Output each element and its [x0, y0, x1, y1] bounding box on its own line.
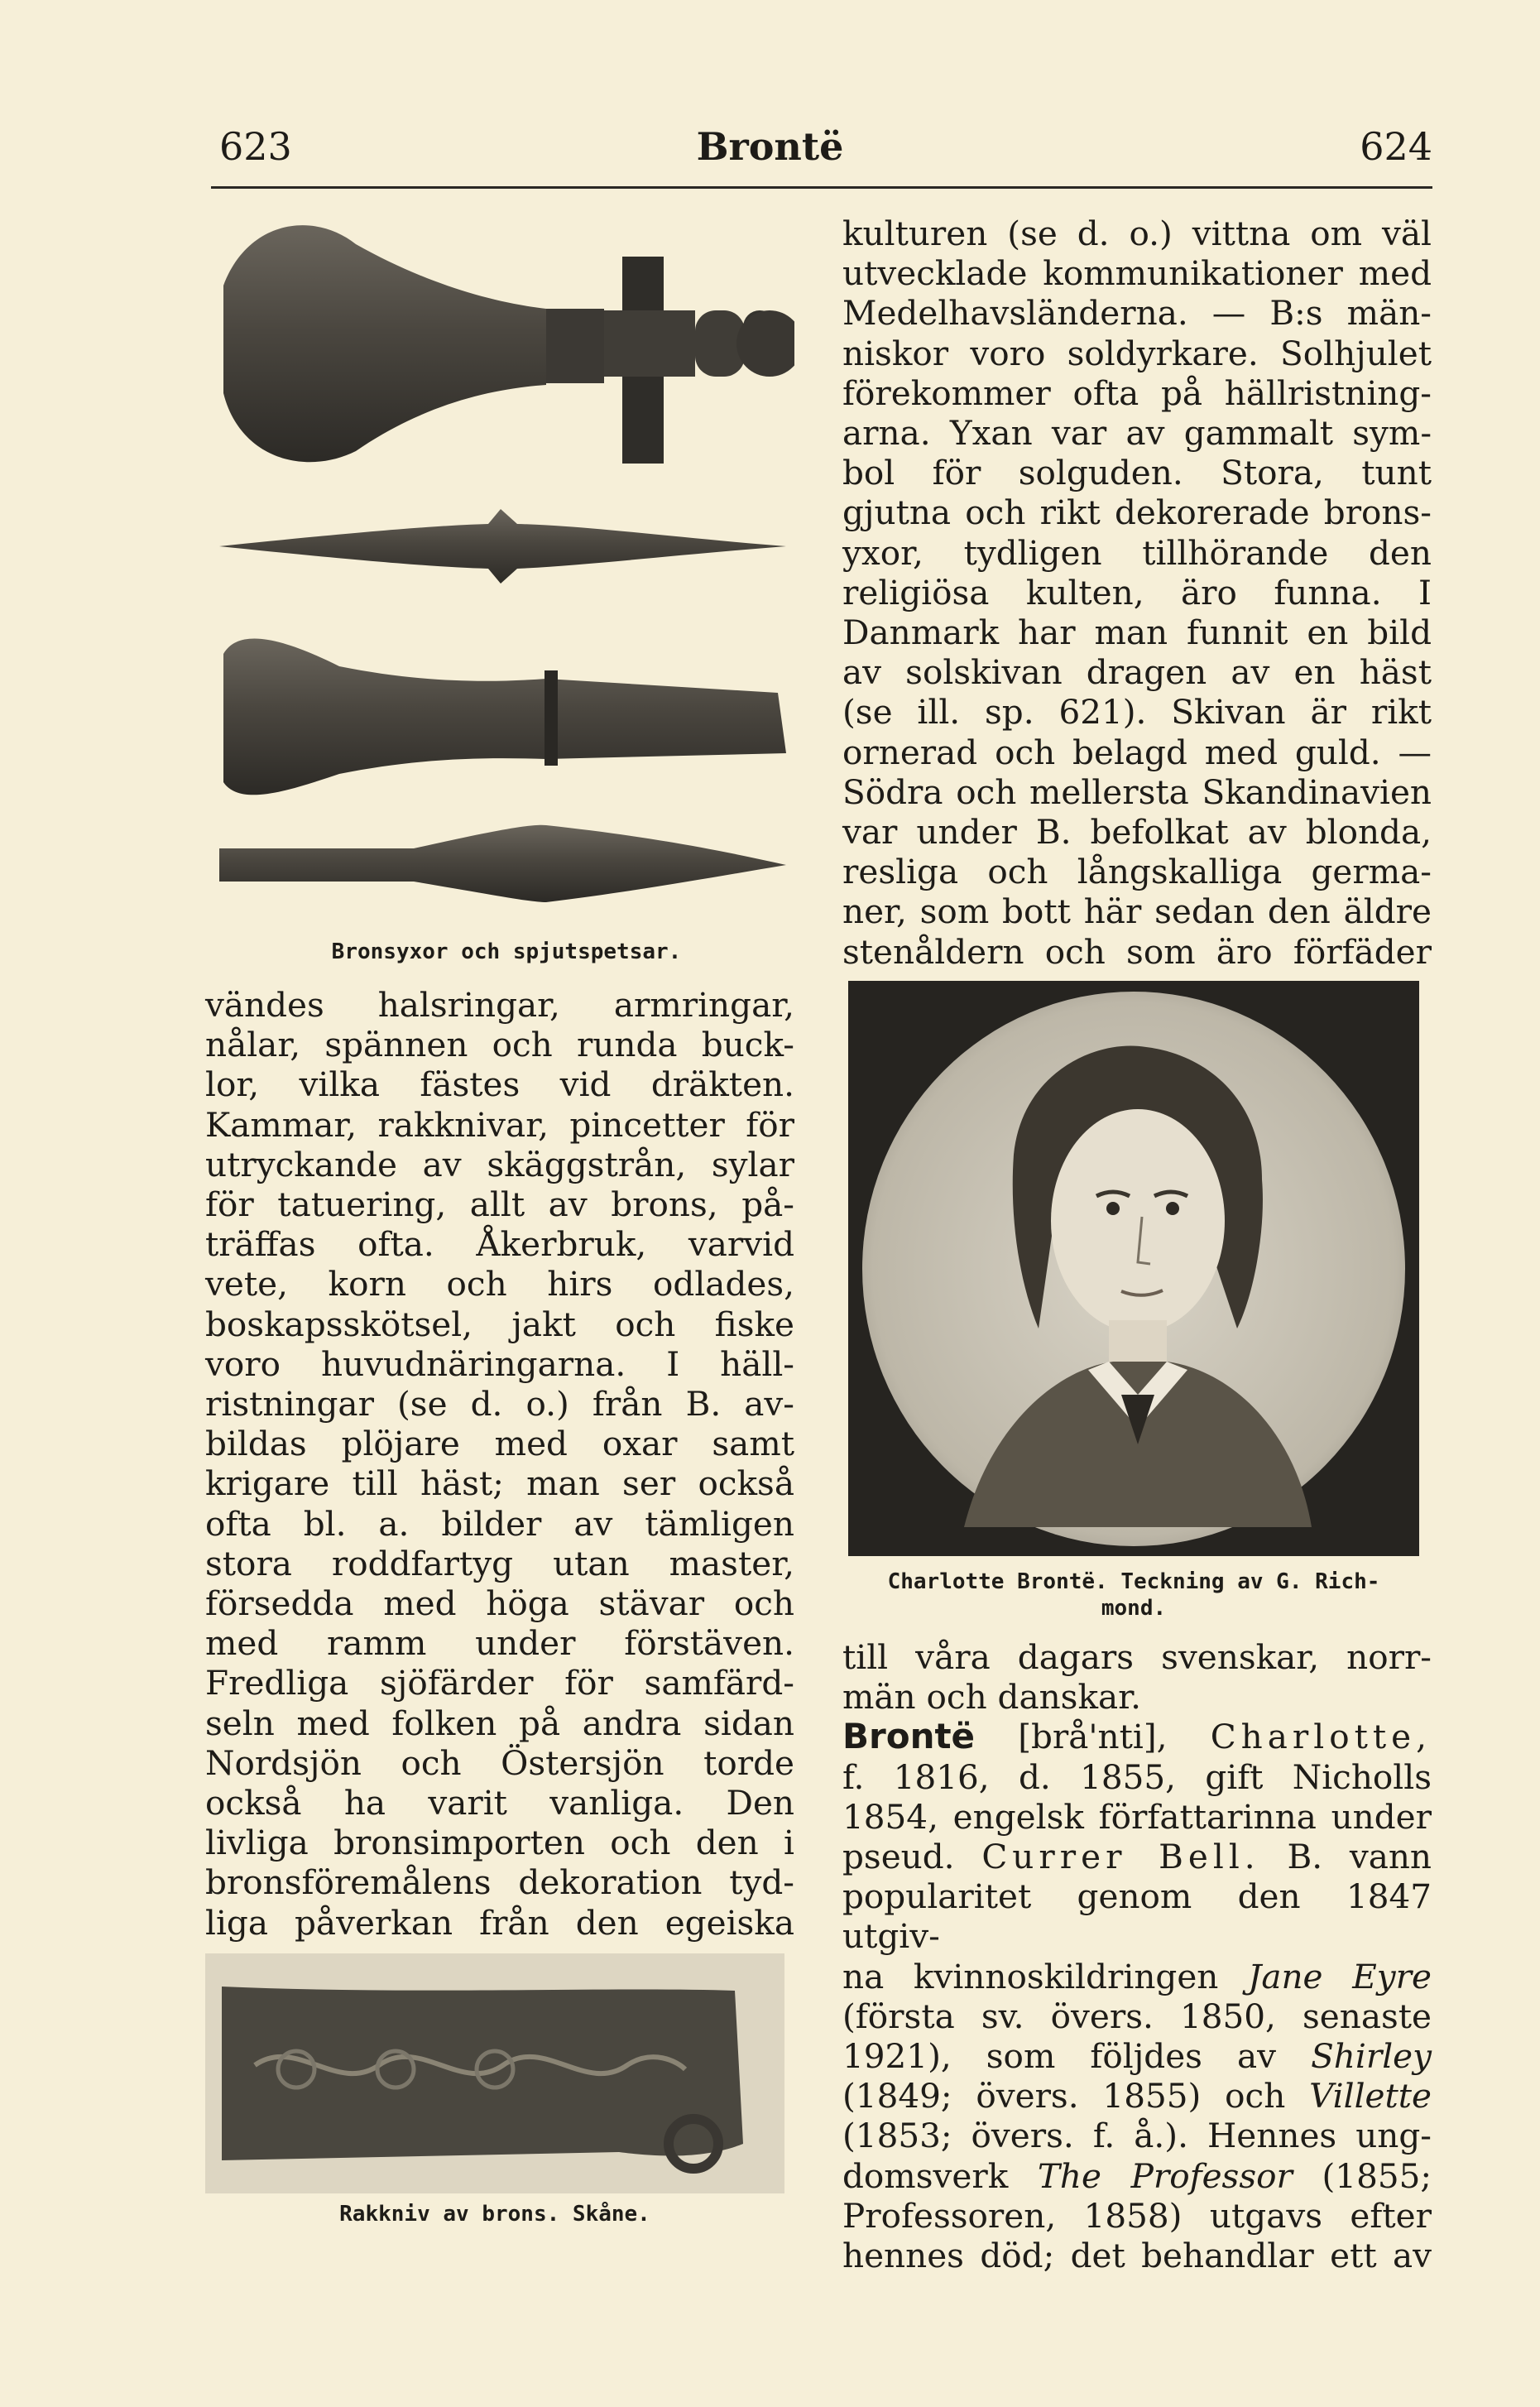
bronze-caption: Bronsyxor och spjutspetsar. — [331, 939, 682, 964]
text-line: bol för solguden. Stora, tunt — [842, 453, 1432, 493]
text-line: arna. Yxan var av gammalt sym- — [842, 413, 1432, 454]
text-line: kulturen (se d. o.) vittna om väl — [842, 214, 1432, 253]
portrait-caption-line: mond. — [1101, 1596, 1167, 1621]
text-line: Södra och mellersta Skandinavien — [842, 771, 1432, 812]
text-line: voro huvudnäringarna. I häll- — [205, 1343, 794, 1384]
text-line: bronsföremålens dekoration tyd- — [205, 1862, 794, 1903]
book-title: Shirley — [1311, 2036, 1432, 2077]
text-fragment: B. vann — [1287, 1837, 1432, 1877]
bronze-axes-illustration — [215, 211, 794, 931]
page-number-left: 623 — [219, 124, 292, 169]
text-line: resliga och långskalliga germa- — [842, 852, 1432, 892]
flanged-axe-icon — [223, 225, 794, 464]
text-fragment: 1921), som följdes av — [842, 2036, 1277, 2077]
text-line: också ha varit vanliga. Den — [205, 1783, 794, 1823]
text-line: (se ill. sp. 621). Skivan är rikt — [842, 692, 1432, 733]
text-line: popularitet genom den 1847 utgiv- — [842, 1876, 1432, 1957]
bronze-razor-illustration — [205, 1953, 784, 2193]
header-rule — [211, 186, 1432, 189]
text-fragment: na kvinnoskildringen — [842, 1956, 1219, 1996]
text-line: Nordsjön och Östersjön torde — [205, 1742, 794, 1783]
text-line: krigare till häst; man ser också — [205, 1463, 794, 1504]
text-line: seln med folken på andra sidan — [205, 1703, 794, 1743]
text-fragment: domsverk — [842, 2155, 1009, 2196]
socketed-axe-icon — [223, 638, 786, 795]
text-line: av solskivan dragen av en häst — [842, 652, 1432, 693]
text-line: lor, vilka fästes vid dräkten. — [205, 1064, 794, 1105]
text-line: Kammar, rakknivar, pincetter för — [205, 1104, 794, 1145]
text-line: (1853; övers. f. å.). Hennes ung- — [842, 2116, 1432, 2156]
text-line: utryckande av skäggstrån, sylar — [205, 1144, 794, 1184]
entry-name: Charlotte, — [1210, 1717, 1432, 1757]
text-line: ofta bl. a. bilder av tämligen — [205, 1503, 794, 1544]
spearhead-long-icon — [219, 825, 786, 902]
text-line — [842, 2076, 1432, 2116]
pseudonym: Currer Bell. — [981, 1837, 1260, 1877]
text-line: livliga bronsimporten och den i — [205, 1823, 794, 1863]
text-line: nålar, spännen och runda buck- — [205, 1025, 794, 1065]
text-line: var under B. befolkat av blonda, — [842, 812, 1432, 853]
text-line: liga påverkan från den egeiska — [205, 1902, 794, 1943]
portrait-illustration — [848, 981, 1419, 1556]
text-fragment: (1855; — [1322, 2155, 1432, 2196]
text-line: hennes död; det behandlar ett av — [842, 2236, 1432, 2276]
text-line: ristningar (se d. o.) från B. av- — [205, 1384, 794, 1425]
text-line: förekommer ofta på hällristning- — [842, 372, 1432, 413]
text-line: (första sv. övers. 1850, senaste — [842, 1996, 1432, 2036]
text-line: Medelhavsländerna. — B:s män- — [842, 293, 1432, 334]
text-line: Danmark har man funnit en bild — [842, 613, 1432, 653]
text-line: träffas ofta. Åkerbruk, varvid — [205, 1224, 794, 1265]
text-line — [842, 2156, 1432, 2196]
text-line: vändes halsringar, armringar, — [205, 985, 794, 1025]
spearhead-icon — [219, 509, 786, 584]
text-line: gjutna och rikt dekorerade brons- — [842, 492, 1432, 533]
left-column-text — [205, 985, 794, 1943]
page-number-right: 624 — [1360, 124, 1432, 169]
portrait-caption-line: Charlotte Brontë. Teckning av G. Rich- — [887, 1569, 1380, 1594]
running-title: Brontë — [696, 124, 844, 169]
right-column-top-text — [842, 214, 1432, 972]
text-line: vete, korn och hirs odlades, — [205, 1264, 794, 1304]
text-line: med ramm under förstäven. — [205, 1623, 794, 1664]
text-line: ner, som bott här sedan den äldre — [842, 891, 1432, 932]
text-line: ornerad och belagd med guld. — — [842, 732, 1432, 772]
text-line: 1854, engelsk författarinna under — [842, 1796, 1432, 1837]
book-title: Jane Eyre — [1248, 1956, 1432, 1996]
text-line: stenåldern och som äro förfäder — [842, 931, 1432, 972]
text-line: Professoren, 1858) utgavs efter — [842, 2195, 1432, 2236]
text-line: stora roddfartyg utan master, — [205, 1543, 794, 1583]
text-line — [842, 1957, 1432, 1996]
text-line: män och danskar. — [842, 1677, 1141, 1718]
text-line: för tatuering, allt av brons, på- — [205, 1184, 794, 1225]
text-line: religiösa kulten, äro funna. I — [842, 572, 1432, 613]
text-line: försedda med höga stävar och — [205, 1583, 794, 1624]
text-line: till våra dagars svenskar, norr- — [842, 1637, 1432, 1677]
text-fragment: pseud. — [842, 1837, 955, 1877]
portrait-caption — [836, 1569, 1432, 1621]
razor-caption: Rakkniv av brons. Skåne. — [339, 2202, 650, 2227]
text-line: utvecklade kommunikationer med — [842, 253, 1432, 294]
text-line: bildas plöjare med oxar samt — [205, 1424, 794, 1464]
text-line — [842, 2036, 1432, 2076]
text-line: niskor voro soldyrkare. Solhjulet — [842, 333, 1432, 373]
book-title: The Professor — [1037, 2155, 1293, 2196]
text-line — [842, 1837, 1432, 1876]
text-line: yxor, tydligen tillhörande den — [842, 532, 1432, 573]
entry-headword: Brontë — [842, 1716, 976, 1757]
text-line: f. 1816, d. 1855, gift Nicholls — [842, 1756, 1432, 1797]
entry-heading-line — [842, 1717, 1432, 1756]
entry-pronunciation: [brå'nti], — [1018, 1717, 1168, 1757]
text-line: boskapsskötsel, jakt och fiske — [205, 1304, 794, 1344]
text-line: Fredliga sjöfärder för samfärd- — [205, 1663, 794, 1703]
text-fragment: (1849; övers. 1855) och — [842, 2076, 1286, 2116]
right-column-bottom-text — [842, 1637, 1432, 2275]
book-title: Villette — [1309, 2076, 1432, 2116]
